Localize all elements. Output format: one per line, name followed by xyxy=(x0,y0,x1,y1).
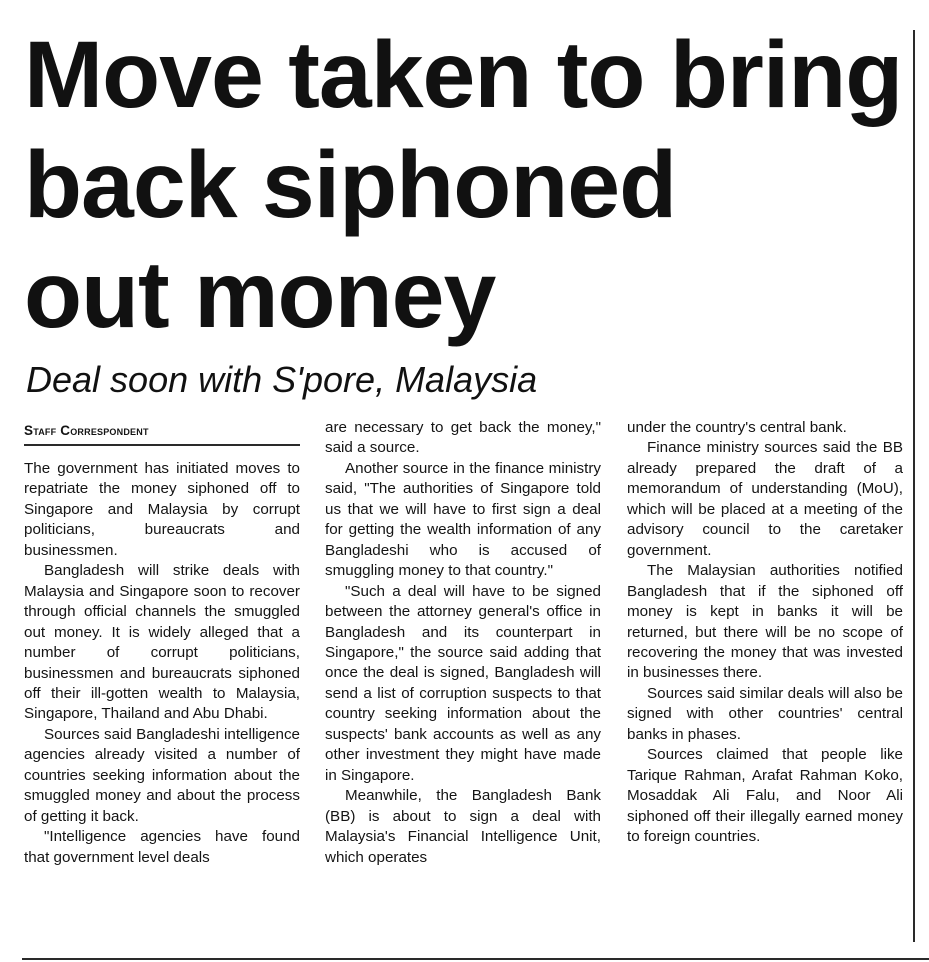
article-column-1 xyxy=(24,459,300,868)
paragraph: Meanwhile, the Bangladesh Bank (BB) is about to sign a deal with Malaysia's Financial Intelligence Unit, which operates xyxy=(325,787,601,866)
headline-line: back siphoned xyxy=(24,132,677,238)
paragraph: Sources said Bangladeshi intelligence agencies already visited a number of countries seeking information about the smuggled money and about the process of getting it back. xyxy=(24,725,300,825)
byline: Staff Correspondent xyxy=(24,423,149,438)
column-rule-right xyxy=(913,30,915,942)
paragraph: "Such a deal will have to be signed between the attorney general's office in Bangladesh and its counterpart in Singapore," the source said adding that once the deal is signed, Bangladesh will send a list of corruption suspects to that country seeking information about the suspects' bank accounts as well as any other investment they might have made in Singapore. xyxy=(325,582,601,784)
paragraph: are necessary to get back the money," said a source. xyxy=(325,419,601,457)
headline xyxy=(24,20,909,350)
paragraph: The Malaysian authorities notified Bangladesh that if the siphoned off money is kept in banks it will be returned, but there will be no scope of recovering the money that was invested in businesses there. xyxy=(627,562,903,682)
article-column-2 xyxy=(325,418,601,868)
page-rule-bottom xyxy=(22,958,929,960)
paragraph: "Intelligence agencies have found that government level deals xyxy=(24,828,300,866)
headline-line: out money xyxy=(24,242,496,348)
paragraph: Finance ministry sources said the BB already prepared the draft of a memorandum of understanding (MoU), which will be placed at a meeting of the advisory council to the caretaker government. xyxy=(627,439,903,559)
paragraph: Another source in the finance ministry said, "The authorities of Singapore told us that we will have to first sign a deal for getting the wealth information of any Bangladeshi who is accused of smuggling money to that country." xyxy=(325,459,601,580)
subheadline: Deal soon with S'pore, Malaysia xyxy=(26,359,538,400)
paragraph: The government has initiated moves to repatriate the money siphoned off to Singapore and Malaysia by corrupt politicians, bureaucrats and businessmen. xyxy=(24,460,300,559)
paragraph: Sources said similar deals will also be signed with other countries' central banks in phases. xyxy=(627,684,903,743)
paragraph: Bangladesh will strike deals with Malaysia and Singapore soon to recover through official channels the smuggled out money. It is widely alleged that a number of corrupt politicians, businessmen and bureaucrats siphoned off their ill-gotten wealth to Malaysia, Singapore, Thailand and Abu Dhabi. xyxy=(24,562,300,723)
article-column-3 xyxy=(627,418,903,848)
paragraph: under the country's central bank. xyxy=(627,419,847,436)
paragraph: Sources claimed that people like Tarique Rahman, Arafat Rahman Koko, Mosaddak Ali Falu, and Noor Ali siphoned off their illegally earned money to foreign countries. xyxy=(627,746,903,846)
byline-rule xyxy=(24,444,300,446)
headline-line: Move taken to bring xyxy=(24,22,903,128)
